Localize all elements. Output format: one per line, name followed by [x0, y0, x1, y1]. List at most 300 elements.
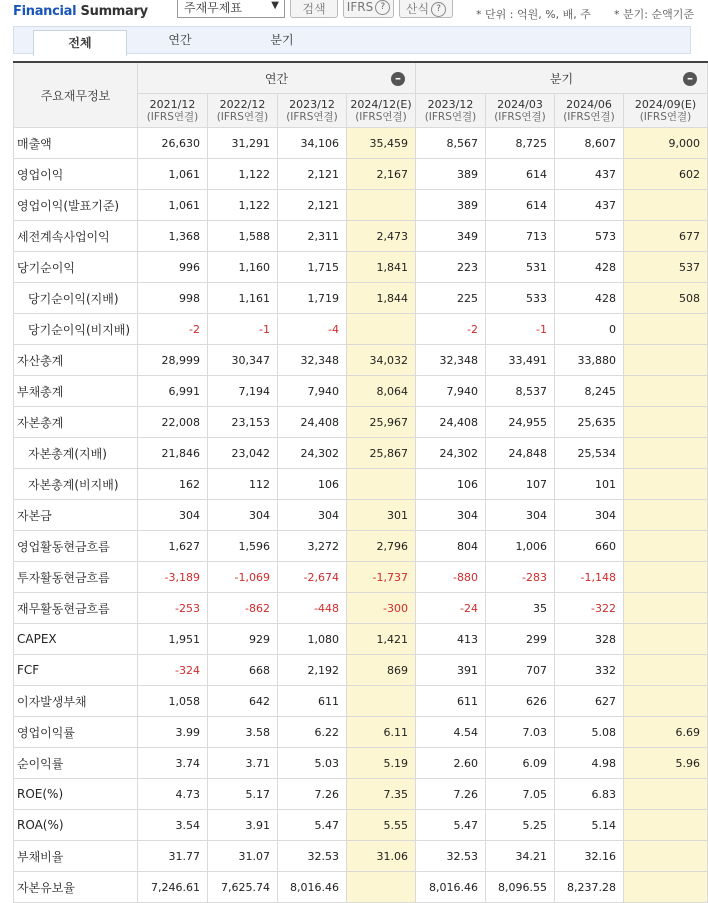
column-header [208, 94, 278, 128]
row-label[interactable]: 순이익률 [14, 748, 138, 779]
table-cell: 3,272 [278, 531, 347, 562]
tab-annual[interactable]: 연간 [168, 33, 192, 47]
table-cell: 30,347 [208, 345, 278, 376]
table-cell: 304 [278, 500, 347, 531]
ifrs-help-button[interactable] [343, 0, 394, 18]
table-cell: 614 [486, 159, 555, 190]
table-cell: 8,607 [555, 128, 624, 159]
table-cell: 1,161 [208, 283, 278, 314]
table-cell: 5.96 [624, 748, 708, 779]
table-cell: 304 [138, 500, 208, 531]
tab-all[interactable]: 전체 [33, 30, 127, 56]
table-row [14, 345, 708, 376]
table-cell: -24 [416, 593, 486, 624]
column-header [555, 94, 624, 128]
row-label[interactable]: 부채비율 [14, 841, 138, 872]
column-header [138, 94, 208, 128]
table-cell: 1,122 [208, 190, 278, 221]
table-cell: 24,955 [486, 407, 555, 438]
table-cell: 7,940 [278, 376, 347, 407]
table-cell: 106 [278, 469, 347, 500]
table-cell: 413 [416, 624, 486, 655]
table-cell: 998 [138, 283, 208, 314]
table-cell: 929 [208, 624, 278, 655]
table-cell: 304 [486, 500, 555, 531]
table-cell [624, 779, 708, 810]
column-header [624, 94, 708, 128]
title-financial: Financial [13, 4, 77, 19]
quarter-group-label: 분기 [549, 71, 574, 86]
table-cell: 7.26 [416, 779, 486, 810]
column-basis: (IFRS연결) [146, 110, 199, 123]
toolbar [0, 0, 708, 24]
table-cell [624, 841, 708, 872]
table-cell: 33,880 [555, 345, 624, 376]
table-cell: 23,042 [208, 438, 278, 469]
table-cell: 1,421 [347, 624, 416, 655]
table-cell: 6,991 [138, 376, 208, 407]
table-cell: 7.03 [486, 717, 555, 748]
row-label[interactable]: 자산총계 [14, 345, 138, 376]
table-cell: 7,625.74 [208, 872, 278, 903]
table-cell: 1,058 [138, 686, 208, 717]
table-cell: 301 [347, 500, 416, 531]
table-cell: 106 [416, 469, 486, 500]
table-cell: 7,940 [416, 376, 486, 407]
unit-note: * 단위 : 억원, %, 배, 주 [476, 8, 591, 21]
table-cell: 32.16 [555, 841, 624, 872]
table-cell: 602 [624, 159, 708, 190]
table-row [14, 376, 708, 407]
table-cell: -1,148 [555, 562, 624, 593]
table-cell: 8,016.46 [416, 872, 486, 903]
table-cell: -2 [416, 314, 486, 345]
column-period: 2024/09(E) [634, 97, 697, 111]
table-cell: 8,537 [486, 376, 555, 407]
statement-select[interactable] [177, 0, 285, 18]
row-label[interactable]: 이자발생부채 [14, 686, 138, 717]
table-cell: 2,121 [278, 159, 347, 190]
table-cell [624, 562, 708, 593]
period-tabs [13, 26, 691, 54]
table-cell: 537 [624, 252, 708, 283]
table-row [14, 531, 708, 562]
table-cell: 3.74 [138, 748, 208, 779]
row-label[interactable]: 자본총계(지배) [14, 438, 138, 469]
table-cell: 5.25 [486, 810, 555, 841]
table-cell [624, 872, 708, 903]
table-cell: 25,534 [555, 438, 624, 469]
table-cell [347, 190, 416, 221]
table-row [14, 469, 708, 500]
row-label[interactable]: 자본총계 [14, 407, 138, 438]
column-basis: (IFRS연결) [424, 110, 477, 123]
table-cell: 32,348 [278, 345, 347, 376]
table-row [14, 128, 708, 159]
column-period: 2021/12 [149, 97, 196, 111]
table-cell: 1,844 [347, 283, 416, 314]
table-cell: 668 [208, 655, 278, 686]
table-cell: 389 [416, 190, 486, 221]
table-cell: 3.91 [208, 810, 278, 841]
table-cell: 112 [208, 469, 278, 500]
table-cell: -1,069 [208, 562, 278, 593]
row-label[interactable]: 투자활동현금흐름 [14, 562, 138, 593]
table-cell: 31.06 [347, 841, 416, 872]
row-label[interactable]: ROA(%) [14, 810, 138, 841]
table-cell: 6.11 [347, 717, 416, 748]
table-cell: -253 [138, 593, 208, 624]
formula-help-button[interactable] [399, 0, 453, 18]
table-cell: 4.98 [555, 748, 624, 779]
table-cell: 24,408 [416, 407, 486, 438]
table-row [14, 314, 708, 345]
row-label[interactable]: 영업활동현금흐름 [14, 531, 138, 562]
table-cell: 25,967 [347, 407, 416, 438]
row-label[interactable]: 자본유보율 [14, 872, 138, 903]
table-cell: 33,491 [486, 345, 555, 376]
formula-label: 산식 [405, 2, 430, 16]
table-cell: -2,674 [278, 562, 347, 593]
table-cell [347, 872, 416, 903]
statement-select-value: 주재무제표 [184, 1, 242, 15]
table-cell: 25,867 [347, 438, 416, 469]
table-cell: 2,121 [278, 190, 347, 221]
table-cell: 2,167 [347, 159, 416, 190]
tab-quarter[interactable]: 분기 [270, 33, 294, 47]
table-cell: 32.53 [278, 841, 347, 872]
row-label[interactable]: 자본총계(비지배) [14, 469, 138, 500]
table-cell: 2,192 [278, 655, 347, 686]
table-cell: 2.60 [416, 748, 486, 779]
table-cell: 31.77 [138, 841, 208, 872]
table-cell: 707 [486, 655, 555, 686]
table-cell: -300 [347, 593, 416, 624]
row-label[interactable]: 세전계속사업이익 [14, 221, 138, 252]
table-cell: 32.53 [416, 841, 486, 872]
table-cell: 5.19 [347, 748, 416, 779]
table-row [14, 500, 708, 531]
table-cell: 531 [486, 252, 555, 283]
table-cell: 626 [486, 686, 555, 717]
table-cell: 31,291 [208, 128, 278, 159]
basis-note: * 분기: 순액기준 [614, 8, 694, 21]
table-cell: 328 [555, 624, 624, 655]
table-cell: 5.14 [555, 810, 624, 841]
table-cell: 1,368 [138, 221, 208, 252]
table-cell: 9,000 [624, 128, 708, 159]
table-row [14, 252, 708, 283]
table-cell: -2 [138, 314, 208, 345]
table-cell [624, 624, 708, 655]
table-cell [347, 469, 416, 500]
column-basis: (IFRS연결) [639, 110, 692, 123]
table-cell [624, 345, 708, 376]
table-cell [624, 376, 708, 407]
table-cell: 2,473 [347, 221, 416, 252]
table-row [14, 841, 708, 872]
table-cell: 299 [486, 624, 555, 655]
table-cell: -1 [208, 314, 278, 345]
column-header [347, 94, 416, 128]
row-label[interactable]: 영업이익률 [14, 717, 138, 748]
table-row [14, 872, 708, 903]
row-label[interactable]: 자본금 [14, 500, 138, 531]
column-basis: (IFRS연결) [286, 110, 338, 123]
table-cell: 7.26 [278, 779, 347, 810]
table-cell [624, 314, 708, 345]
table-cell: 8,064 [347, 376, 416, 407]
table-row [14, 593, 708, 624]
table-cell: 304 [208, 500, 278, 531]
table-cell: 31.07 [208, 841, 278, 872]
table-row [14, 190, 708, 221]
table-cell [624, 190, 708, 221]
table-cell: 35 [486, 593, 555, 624]
table-cell: -322 [555, 593, 624, 624]
collapse-annual-icon[interactable]: – [391, 72, 405, 86]
column-basis: (IFRS연결) [355, 110, 407, 123]
column-basis: (IFRS연결) [494, 110, 546, 123]
table-row [14, 748, 708, 779]
table-cell: 35,459 [347, 128, 416, 159]
table-cell: -3,189 [138, 562, 208, 593]
row-label[interactable]: 영업이익 [14, 159, 138, 190]
table-cell: 1,596 [208, 531, 278, 562]
table-cell: 428 [555, 252, 624, 283]
row-label[interactable]: 매출액 [14, 128, 138, 159]
table-cell: 660 [555, 531, 624, 562]
table-cell: 614 [486, 190, 555, 221]
row-label[interactable]: 당기순이익 [14, 252, 138, 283]
table-cell [347, 314, 416, 345]
table-cell: 8,245 [555, 376, 624, 407]
table-cell: 1,122 [208, 159, 278, 190]
table-cell: 713 [486, 221, 555, 252]
table-cell: 107 [486, 469, 555, 500]
table-row [14, 810, 708, 841]
table-cell: 7.05 [486, 779, 555, 810]
table-cell: 5.47 [278, 810, 347, 841]
column-basis: (IFRS연결) [216, 110, 269, 123]
table-cell: 428 [555, 283, 624, 314]
table-cell: 389 [416, 159, 486, 190]
table-cell [624, 655, 708, 686]
table-cell: 304 [416, 500, 486, 531]
table-cell [624, 593, 708, 624]
table-cell: 6.69 [624, 717, 708, 748]
table-cell: 21,846 [138, 438, 208, 469]
table-cell: -1 [486, 314, 555, 345]
table-cell: 349 [416, 221, 486, 252]
column-period: 2023/12 [427, 97, 474, 111]
page-title [13, 4, 148, 19]
table-cell: 3.58 [208, 717, 278, 748]
table-cell: 391 [416, 655, 486, 686]
table-cell: 304 [555, 500, 624, 531]
table-row [14, 779, 708, 810]
table-cell [624, 500, 708, 531]
table-row [14, 717, 708, 748]
quarter-group-header [416, 62, 708, 94]
row-label[interactable]: FCF [14, 655, 138, 686]
table-cell: 28,999 [138, 345, 208, 376]
table-cell: 1,006 [486, 531, 555, 562]
table-cell: 437 [555, 159, 624, 190]
table-cell [624, 469, 708, 500]
label-header: 주요재무정보 [14, 62, 138, 128]
column-period: 2023/12 [289, 97, 335, 111]
question-icon: ? [431, 2, 446, 17]
table-cell [347, 686, 416, 717]
table-cell: 1,719 [278, 283, 347, 314]
table-cell: 4.73 [138, 779, 208, 810]
table-cell: 0 [555, 314, 624, 345]
table-row [14, 655, 708, 686]
column-period: 2024/12(E) [350, 97, 412, 111]
table-cell: 1,951 [138, 624, 208, 655]
column-header [416, 94, 486, 128]
table-cell: 32,348 [416, 345, 486, 376]
ifrs-label: IFRS [346, 0, 374, 14]
table-cell: 34,032 [347, 345, 416, 376]
table-cell: 8,096.55 [486, 872, 555, 903]
table-cell: 26,630 [138, 128, 208, 159]
table-row [14, 159, 708, 190]
table-cell: 1,715 [278, 252, 347, 283]
row-label[interactable]: 재무활동현금흐름 [14, 593, 138, 624]
question-icon: ? [375, 0, 390, 15]
table-row [14, 283, 708, 314]
table-cell: 162 [138, 469, 208, 500]
table-cell: 1,588 [208, 221, 278, 252]
table-cell: 332 [555, 655, 624, 686]
table-cell [624, 407, 708, 438]
table-row [14, 221, 708, 252]
table-cell: -448 [278, 593, 347, 624]
table-cell: 1,160 [208, 252, 278, 283]
table-row [14, 438, 708, 469]
column-basis: (IFRS연결) [563, 110, 615, 123]
row-label[interactable]: 당기순이익(비지배) [14, 314, 138, 345]
column-period: 2022/12 [219, 97, 266, 111]
table-cell: 101 [555, 469, 624, 500]
table-cell: 25,635 [555, 407, 624, 438]
search-button[interactable] [290, 0, 338, 18]
table-cell: 2,311 [278, 221, 347, 252]
table-cell: 1,627 [138, 531, 208, 562]
table-cell: 225 [416, 283, 486, 314]
table-cell [624, 810, 708, 841]
table-cell: 5.08 [555, 717, 624, 748]
financial-summary-table [13, 61, 708, 903]
table-cell: 8,237.28 [555, 872, 624, 903]
table-cell: 642 [208, 686, 278, 717]
table-cell: -324 [138, 655, 208, 686]
table-cell: 4.54 [416, 717, 486, 748]
table-cell: 6.22 [278, 717, 347, 748]
table-cell [624, 686, 708, 717]
table-cell [624, 438, 708, 469]
table-cell: 1,061 [138, 190, 208, 221]
table-cell: 508 [624, 283, 708, 314]
table-cell: 24,302 [416, 438, 486, 469]
table-cell: 1,080 [278, 624, 347, 655]
table-cell: -862 [208, 593, 278, 624]
table-cell: 6.83 [555, 779, 624, 810]
row-label[interactable]: ROE(%) [14, 779, 138, 810]
table-cell: 8,016.46 [278, 872, 347, 903]
table-cell: 7.35 [347, 779, 416, 810]
table-cell: 611 [416, 686, 486, 717]
table-cell: 2,796 [347, 531, 416, 562]
row-label[interactable]: 영업이익(발표기준) [14, 190, 138, 221]
table-cell [624, 531, 708, 562]
table-cell: 5.03 [278, 748, 347, 779]
row-label[interactable]: 당기순이익(지배) [14, 283, 138, 314]
table-cell: 437 [555, 190, 624, 221]
table-cell: 5.55 [347, 810, 416, 841]
table-cell: 5.47 [416, 810, 486, 841]
table-cell: 627 [555, 686, 624, 717]
chevron-down-icon: ▼ [271, 0, 279, 11]
table-cell: -1,737 [347, 562, 416, 593]
table-cell: 3.99 [138, 717, 208, 748]
table-cell: 573 [555, 221, 624, 252]
row-label[interactable]: 부채총계 [14, 376, 138, 407]
table-cell: 24,302 [278, 438, 347, 469]
table-cell: 223 [416, 252, 486, 283]
table-cell: 677 [624, 221, 708, 252]
table-cell: -283 [486, 562, 555, 593]
table-row [14, 407, 708, 438]
column-header [486, 94, 555, 128]
annual-group-header [138, 62, 416, 94]
table-cell: 8,725 [486, 128, 555, 159]
table-cell: 3.54 [138, 810, 208, 841]
table-cell: 6.09 [486, 748, 555, 779]
table-cell: 869 [347, 655, 416, 686]
row-label[interactable]: CAPEX [14, 624, 138, 655]
table-cell: 23,153 [208, 407, 278, 438]
table-cell: 533 [486, 283, 555, 314]
table-cell: 8,567 [416, 128, 486, 159]
table-cell: -4 [278, 314, 347, 345]
table-cell: 3.71 [208, 748, 278, 779]
table-cell: 7,246.61 [138, 872, 208, 903]
title-summary: Summary [80, 4, 148, 19]
table-cell: 34.21 [486, 841, 555, 872]
table-cell: 996 [138, 252, 208, 283]
table-cell: 24,848 [486, 438, 555, 469]
table-row [14, 562, 708, 593]
column-period: 2024/03 [497, 97, 543, 111]
table-cell: 5.17 [208, 779, 278, 810]
table-cell: 804 [416, 531, 486, 562]
table-cell: 611 [278, 686, 347, 717]
column-header [278, 94, 347, 128]
table-cell: 1,841 [347, 252, 416, 283]
table-cell: 22,008 [138, 407, 208, 438]
table-cell: -880 [416, 562, 486, 593]
column-period: 2024/06 [566, 97, 612, 111]
search-button-label: 검색 [302, 2, 326, 16]
table-cell: 7,194 [208, 376, 278, 407]
collapse-quarter-icon[interactable]: – [683, 72, 697, 86]
table-row [14, 686, 708, 717]
table-row [14, 624, 708, 655]
table-cell: 24,408 [278, 407, 347, 438]
